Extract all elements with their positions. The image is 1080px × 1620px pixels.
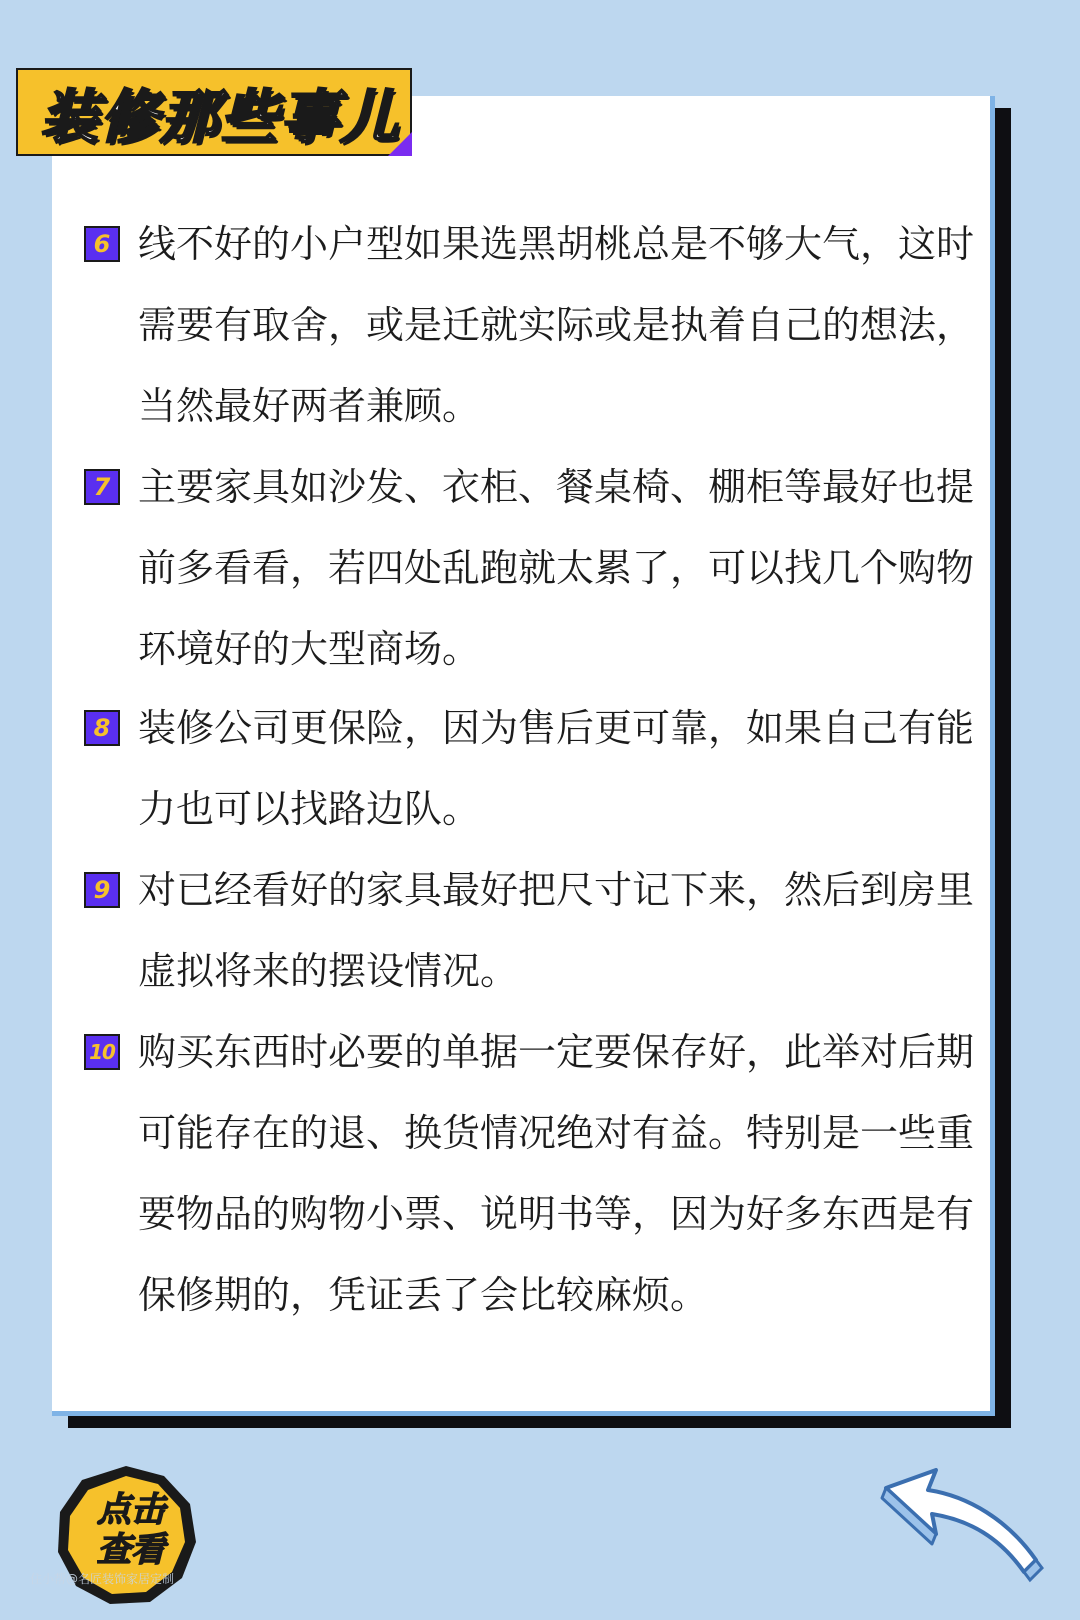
badge-corner-decoration (388, 132, 412, 156)
item-number-badge: 7 (84, 469, 120, 505)
item-number-badge: 9 (84, 872, 120, 908)
item-text: 购买东西时必要的单据一定要保存好，此举对后期可能存在的退、换货情况绝对有益。特别是一些重要物品的购物小票、说明书等，因为好多东西是有保修期的，凭证丢了会比较麻烦。 (138, 1030, 975, 1317)
click-label-line1: 点击 (97, 1490, 165, 1530)
curved-arrow-up-left-icon (878, 1468, 1048, 1588)
list-item (84, 698, 984, 850)
list-item (84, 214, 984, 447)
item-text: 线不好的小户型如果选黑胡桃总是不够大气，这时需要有取舍，或是迁就实际或是执着自己的想法，当然最好两者兼顾。 (138, 222, 975, 428)
item-text: 主要家具如沙发、衣柜、餐桌椅、棚柜等最好也提前多看看，若四处乱跑就太累了，可以找几个购物环境好的大型商场。 (138, 465, 975, 671)
list-item (84, 1022, 984, 1336)
item-text: 装修公司更保险，因为售后更可靠，如果自己有能力也可以找路边队。 (138, 706, 975, 831)
item-text: 对已经看好的家具最好把尺寸记下来，然后到房里虚拟将来的摆设情况。 (138, 868, 975, 993)
list-item (84, 860, 984, 1012)
item-number-badge: 8 (84, 710, 120, 746)
click-view-label[interactable] (76, 1490, 186, 1570)
item-number-badge: 10 (84, 1034, 120, 1070)
item-number-badge: 6 (84, 226, 120, 262)
click-label-line2: 查看 (97, 1530, 165, 1570)
page-title: 装修那些事儿 (40, 83, 401, 151)
list-item (84, 457, 984, 690)
title-badge (16, 68, 412, 156)
watermark: 住小帮@名匠装饰家居定制 (30, 1572, 175, 1586)
